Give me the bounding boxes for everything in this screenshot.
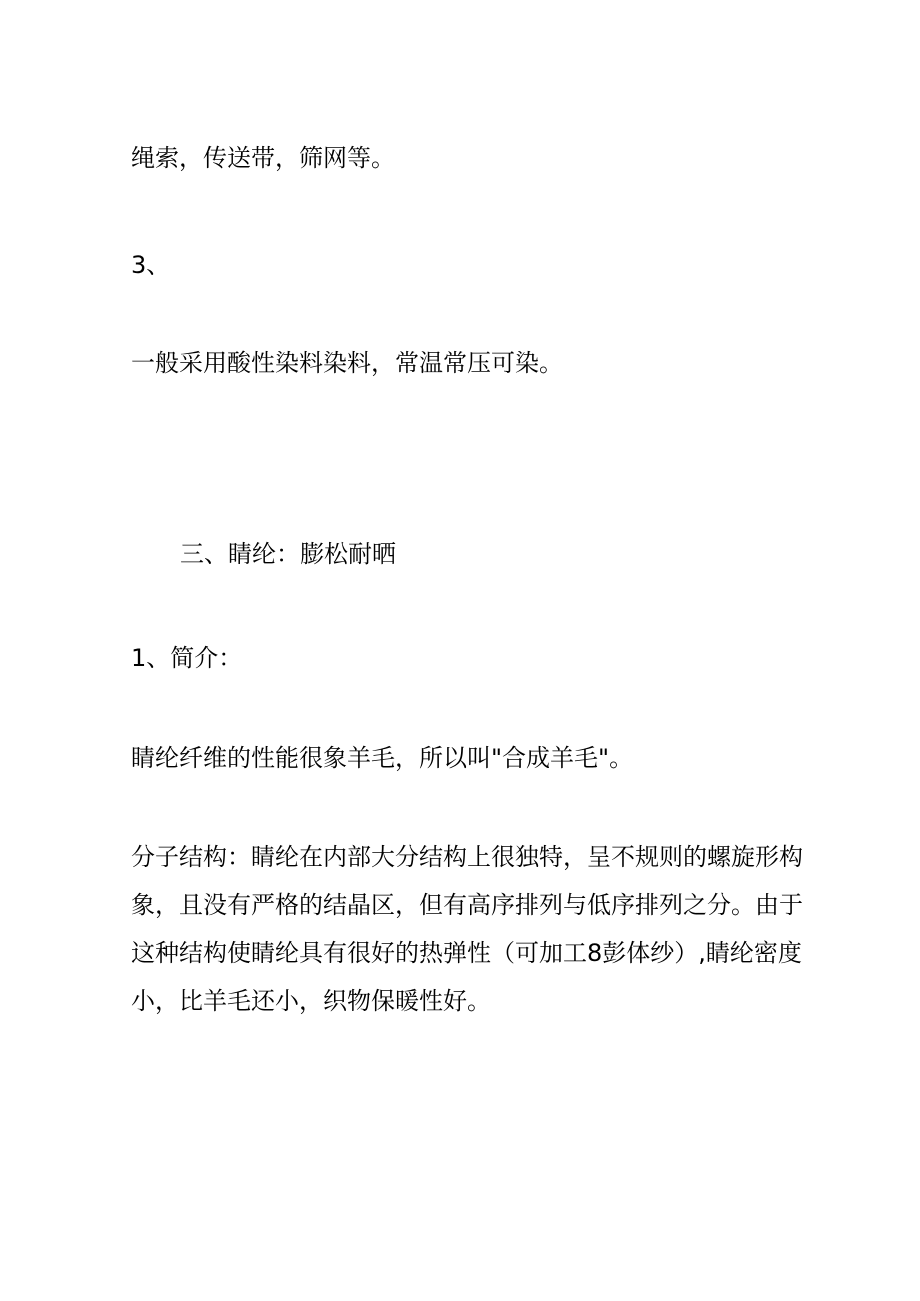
text-line-uses: 绳索，传送带，筛网等。 [131,144,395,172]
subheading-introduction: 1、简介： [131,644,243,672]
paragraph-line-1: 分子结构：睛纶在内部大分结构上很独特，呈不规则的螺旋形构 [131,843,803,871]
section-heading: 三、睛纶：膨松耐晒 [180,540,396,568]
item-number-3: 3、 [131,251,171,279]
paragraph-line-3: 这种结构使睛纶具有很好的热弹性（可加工8彭体纱）,睛纶密度 [131,939,802,967]
molecular-structure-paragraph [131,833,803,1025]
paragraph-line-2: 象，且没有严格的结晶区，但有高序排列与低序排列之分。由于 [131,891,803,919]
text-line-dyeing: 一般采用酸性染料染料，常温常压可染。 [131,349,563,377]
paragraph-line-4: 小，比羊毛还小，织物保暖性好。 [131,987,491,1015]
intro-sentence: 睛纶纤维的性能很象羊毛，所以叫"合成羊毛"。 [131,744,634,772]
